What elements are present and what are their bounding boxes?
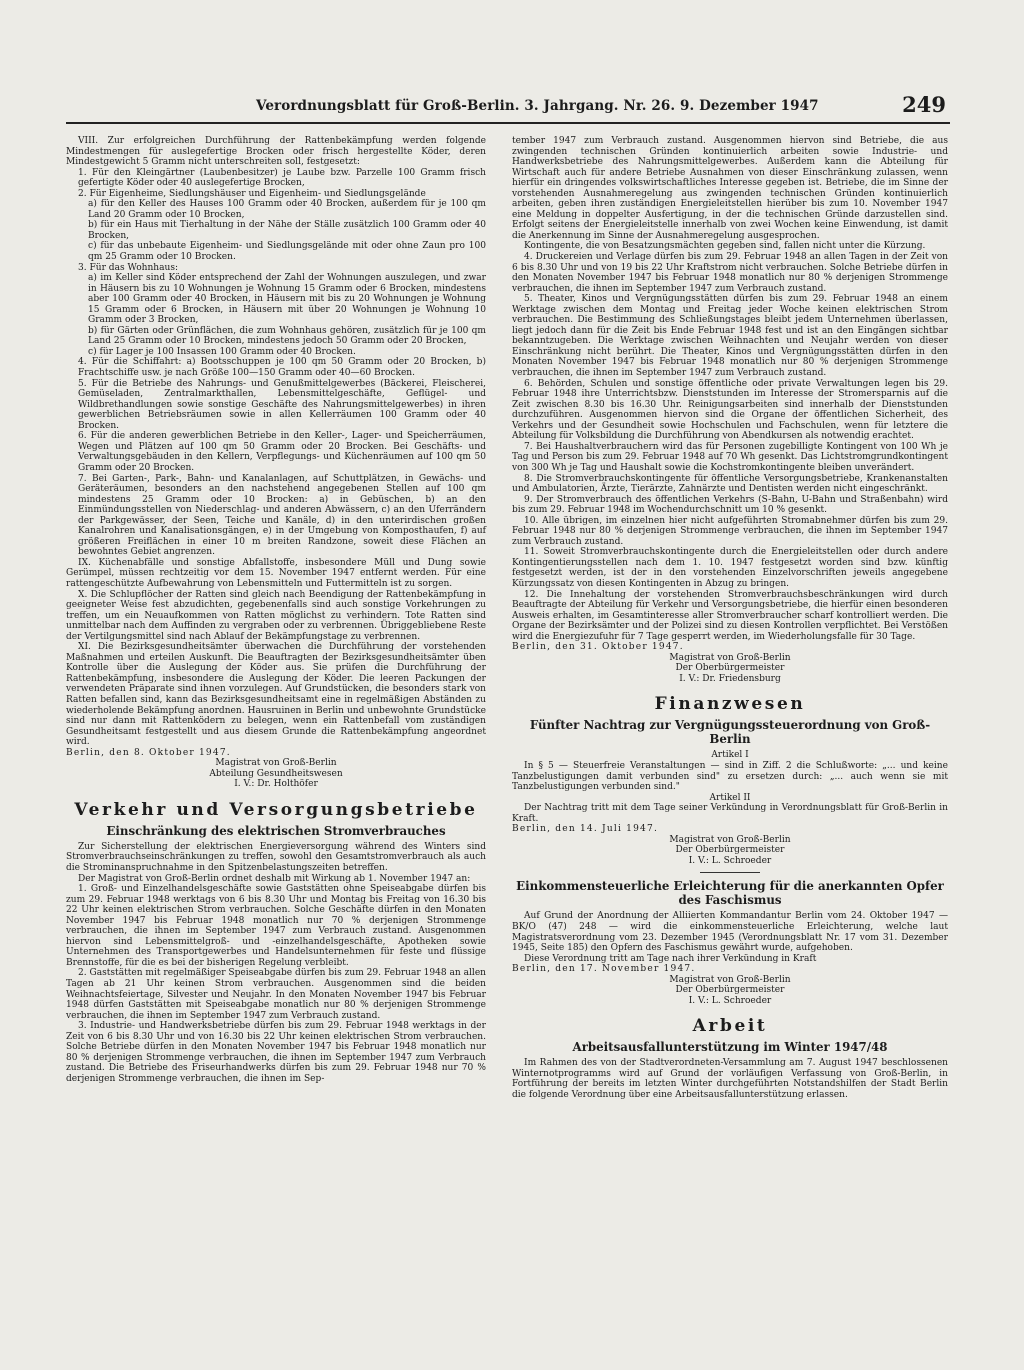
paragraph: Im Rahmen des von der Stadtverordneten-Versammlung am 7. August 1947 beschlossenen Winternotprogramms wird auf Grund der vorläufigen Verfassung von Groß-Berlin, in Fortführung der bereits im letzten Winter durchgeführten Notstandshilfen der Stadt Berlin die folgende Verordnung über eine Arbeitsausfallunterstützung erlassen.: [512, 1058, 948, 1101]
section-subtitle: Arbeitsausfallunterstützung im Winter 1947/48: [572, 1040, 888, 1055]
signature-line: Magistrat von Groß-Berlin: [215, 758, 337, 769]
list-item: a) im Keller sind Köder entsprechend der Zahl der Wohnungen auszulegen, und zwar in Häusern bis zu 10 Wohnungen je Wohnung 15 Gramm oder 6 Brocken, mindestens aber 100 Gramm oder 40 Brocken, in Häusern mit bis zu 20 Wohnungen je Wohnung 15 Gramm oder 6 Brocken, in Häusern mit über 20 Wohnungen je Wohnung 10 Gramm oder 3 Brocken,: [88, 273, 486, 326]
running-header: [66, 92, 950, 124]
paragraph: VIII. Zur erfolgreichen Durchführung der Rattenbekämpfung werden folgende Mindestmengen für auslegefertige Brocken oder frisch hergestellte Köder, deren Mindestgewicht 5 Gramm nicht unterschreiten soll, festgesetzt:: [66, 136, 486, 168]
signature-line: Magistrat von Groß-Berlin: [669, 974, 791, 985]
paragraph: Diese Verordnung tritt am Tage nach ihrer Verkündung in Kraft: [524, 953, 817, 964]
list-item: 6. Für die anderen gewerblichen Betriebe in den Keller-, Lager- und Speicherräumen, Wegen und Plätzen auf 100 qm 50 Gramm oder 20 Brocken. Bei Geschäfts- und Verwaltungsgebäuden in den Kellern, Verpflegungs- und Küchenräumen auf 100 qm 50 Gramm oder 20 Brocken.: [78, 431, 486, 473]
list-item: 2. Für Eigenheime, Siedlungshäuser und Eigenheim- und Siedlungsgelände: [78, 188, 426, 199]
article-heading: Artikel I: [711, 750, 749, 761]
paragraph: Der Nachtrag tritt mit dem Tage seiner Verkündung in Verordnungsblatt für Groß-Berlin in Kraft.: [512, 803, 948, 824]
paragraph: X. Die Schlupflöcher der Ratten sind gleich nach Beendigung der Rattenbekämpfung in geeigneter Weise fest abzudichten, gegebenenfalls sind auch sonstige Vorkehrungen zu treffen, um ein Neuaufkommen von Ratten möglichst zu verhindern. Tote Ratten sind unmittelbar nach dem Auffinden zu vergraben oder zu verbrennen. Übriggebliebene Reste der Vertilgungsmittel sind nach Ablauf der Bekämpfungstage zu verbrennen.: [66, 589, 486, 642]
place-date: Berlin, den 31. Oktober 1947.: [512, 642, 684, 653]
page-number: 249: [902, 92, 946, 117]
list-item: c) für das unbebaute Eigenheim- und Siedlungsgelände mit oder ohne Zaun pro 100 qm 25 Gramm oder 10 Brocken.: [88, 241, 486, 263]
paragraph: 5. Theater, Kinos und Vergnügungsstätten dürfen bis zum 29. Februar 1948 an einem Werktage zwischen dem Montag und Freitag jeder Woche keinen elektrischen Strom verbrauchen. Die Bestimmung des Schließungstages bleibt jedem Unternehmen überlassen, liegt jedoch dann für die Zeit bis Ende Februar 1948 fest und ist an den Eingängen sichtbar bekanntzugeben. Die Werktage zwischen Weihnachten und Neujahr werden von dieser Einschränkung nicht berührt. Die Theater, Kinos und Vergnügungsstätten dürfen in den Monaten November 1947 bis Februar 1948 monatlich nur 80 % derjenigen Strommenge verbrauchen, die ihnen im September 1947 zum Verbrauch zustand.: [512, 294, 948, 379]
paragraph: 8. Die Stromverbrauchskontingente für öffentliche Versorgungsbetriebe, Krankenanstalten und Ambulatorien, Ärzte, Tierärzte, Zahnärzte und Dentisten werden nicht eingeschränkt.: [512, 473, 948, 495]
signature-line: Der Oberbürgermeister: [675, 845, 785, 856]
place-date: Berlin, den 14. Juli 1947.: [512, 824, 659, 835]
list-item: 1. Für den Kleingärtner (Laubenbesitzer) je Laube bzw. Parzelle 100 Gramm frisch gefertigte Köder oder 40 auslegefertige Brocken,: [78, 167, 486, 189]
paragraph: tember 1947 zum Verbrauch zustand. Ausgenommen hiervon sind Betriebe, die aus zwingenden technischen Gründen kontinuierlich arbeiten sowie Industrie- und Handwerksbetriebe des Nahrungsmittelgewerbes. Außerdem kann die Abteilung für Wirtschaft auch für andere Betriebe Ausnahmen von dieser Einschränkung zulassen, wenn hierfür ein dringendes volkswirtschaftliches Interesse gegeben ist. Betriebe, die im Sinne der vorstehenden Ausnahmeregelung aus zwingenden technischen Gründen kontinuierlich arbeiten, geben ihren zuständigen Energieleitstellen hierüber bis zum 10. November 1947 eine Meldung in doppelter Ausfertigung, in der die technischen Gründe darzustellen sind. Erfolgt seitens der Energieleitstelle innerhalb von zwei Wochen keine Einwendung, ist damit die Anerkennung im Sinne der Ausnahmeregelung ausgesprochen.: [512, 136, 948, 241]
place-date: Berlin, den 8. Oktober 1947.: [66, 747, 231, 758]
paragraph: 2. Gaststätten mit regelmäßiger Speiseabgabe dürfen bis zum 29. Februar 1948 an allen Tagen ab 21 Uhr keinen Strom verbrauchen. Ausgenommen sind die beiden Weihnachtsfeiertage, Silvester und Neujahr. In den Monaten November 1947 bis Februar 1948 dürfen Gaststätten mit Speiseabgabe monatlich nur 80 % derjenigen Strommenge verbrauchen, die ihnen im September 1947 zum Verbrauch zustand.: [66, 968, 486, 1021]
section-subtitle: Einschränkung des elektrischen Stromverbrauches: [106, 823, 446, 838]
paragraph: Der Magistrat von Groß-Berlin ordnet deshalb mit Wirkung ab 1. November 1947 an:: [78, 873, 471, 884]
signature-line: I. V.: L. Schroeder: [688, 995, 772, 1006]
signature-line: I. V.: Dr. Holthöfer: [234, 779, 318, 790]
paragraph: In § 5 — Steuerfreie Veranstaltungen — sind in Ziff. 2 die Schlußworte: „... und keine Tanzbelustigungen damit verbunden sind" zu ersetzen durch: „... auch wenn sie mit Tanzbelustigungen verbunden sind.": [512, 760, 948, 793]
paragraph: 11. Soweit Stromverbrauchskontingente durch die Energieleitstellen oder durch andere Kontingentierungsstellen nach dem 1. 10. 1947 festgesetzt worden sind bzw. künftig festgesetzt werden, ist der in den vorstehenden Einzelvorschriften jeweils angegebene Kürzungssatz von diesen Kontingenten in Abzug zu bringen.: [512, 547, 948, 589]
signature-line: Der Oberbürgermeister: [675, 985, 785, 996]
paragraph: 9. Der Stromverbrauch des öffentlichen Verkehrs (S-Bahn, U-Bahn und Straßenbahn) wird bis zum 29. Februar 1948 im Wochendurchschnitt um 10 % gesenkt.: [512, 494, 948, 516]
article-heading: Artikel II: [709, 792, 751, 803]
section-subtitle: Einkommensteuerliche Erleichterung für die anerkannten Opfer des Faschismus: [516, 879, 944, 908]
header-title: Verordnungsblatt für Groß-Berlin. 3. Jahrgang. Nr. 26. 9. Dezember 1947: [256, 98, 819, 114]
paragraph: 7. Bei Haushaltverbrauchern wird das für Personen zugebilligte Kontingent von 100 Wh je Tag und Person bis zum 29. Februar 1948 auf 70 Wh gesenkt. Das Lichtstromgrundkontingent von 300 Wh je Tag und Haushalt sowie die Kochstromkontingente bleiben unverändert.: [512, 441, 948, 473]
place-date: Berlin, den 17. November 1947.: [512, 964, 696, 975]
left-column: [66, 136, 486, 1084]
right-column: [512, 136, 948, 1101]
signature-line: I. V.: L. Schroeder: [688, 855, 772, 866]
paragraph: Zur Sicherstellung der elektrischen Energieversorgung während des Winters sind Stromverbrauchseinschränkungen zu treffen, sowohl den Gesamtstromverbrauch als auch die Strominanspruchnahme in den Spitzenbelastungszeiten betreffen.: [66, 841, 486, 873]
paragraph: 1. Groß- und Einzelhandelsgeschäfte sowie Gaststätten ohne Speiseabgabe dürfen bis zum 29. Februar 1948 werktags von 6 bis 8.30 Uhr und Montag bis Freitag von 16.30 bis 22 Uhr keinen elektrischen Strom verbrauchen. Solche Geschäfte dürfen in den Monaten November 1947 bis Februar 1948 monatlich nur 70 % derjenigen Strommenge verbrauchen, die ihnen im September 1947 zum Verbrauch zustand. Ausgenommen hiervon sind Lebensmittelgroß- und -einzelhandelsgeschäfte, Apotheken sowie Unternehmen des Transportgewerbes und Handelsunternehmen für feste und flüssige Brennstoffe, für die es bei der bisherigen Regelung verbleibt.: [66, 884, 486, 968]
list-item: c) für Lager je 100 Insassen 100 Gramm oder 40 Brocken.: [88, 346, 356, 357]
signature-line: Der Oberbürgermeister: [675, 663, 785, 674]
list-item: 4. Für die Schiffahrt: a) Bootsschuppen je 100 qm 50 Gramm oder 20 Brocken, b) Frachtschiffe usw. je nach Größe 100—150 Gramm oder 40—60 Brocken.: [78, 357, 486, 379]
section-title: Verkehr und Versorgungsbetriebe: [74, 799, 478, 820]
list-item: 5. Für die Betriebe des Nahrungs- und Genußmittelgewerbes (Bäckerei, Fleischerei, Gemüseladen, Zentralmarkthallen, Lebensmittelgeschäfte, Geflügel- und Wildbrethandlungen sowie sonstige Geschäfte des Nahrungsmittelgewerbes) in ihren gewerblichen Betriebsräumen sowie in allen Kellerräumen 100 Gramm oder 40 Brocken.: [78, 378, 486, 431]
paragraph: XI. Die Bezirksgesundheitsämter überwachen die Durchführung der vorstehenden Maßnahmen und erteilen Auskunft. Die Beauftragten der Bezirksgesundheitsämter üben Kontrolle über die Auslegung der Köder aus. Sie prüfen die Durchführung der Rattenbekämpfung, insbesondere die Auslegung der Köder. Die leeren Packungen der verwendeten Präparate sind ihnen vorzulegen. Auf Grundstücken, die besonders stark von Ratten befallen sind, kann das Bezirksgesundheitsamt eine in regelmäßigen Abständen zu wiederholende Bekämpfung anordnen. Hausruinen in Berlin und unbewohnte Grundstücke sind nur dann mit Rattenködern zu belegen, wenn ein Rattenbefall vom zuständigen Gesundheitsamt festgestellt und aus diesem Grunde die Rattenbekämpfung angeordnet wird.: [66, 642, 486, 748]
list-item: b) für Gärten oder Grünflächen, die zum Wohnhaus gehören, zusätzlich für je 100 qm Land 25 Gramm oder 10 Brocken, mindestens jedoch 50 Gramm oder 20 Brocken,: [88, 325, 486, 347]
list-item: 7. Bei Garten-, Park-, Bahn- und Kanalanlagen, auf Schuttplätzen, in Gewächs- und Geräteräumen, besonders an den nachstehend angegebenen Stellen auf 100 qm mindestens 25 Gramm oder 10 Brocken: a) in Gebüschen, b) an den Einmündungsstellen von Niederschlag- und anderen Abwässern, c) an den Uferrändern der Parkgewässer, der Seen, Teiche und Kanäle, d) in den unterirdischen großen Kanalrohren und Kanalisationsgängen, e) in der Umgebung von Komposthaufen, f) auf größeren Freiflächen in einer 10 m breiten Randzone, soweit diese Flächen an bewohntes Gebiet angrenzen.: [78, 473, 486, 558]
section-title: Arbeit: [692, 1016, 768, 1037]
paragraph: 10. Alle übrigen, im einzelnen hier nicht aufgeführten Stromabnehmer dürfen bis zum 29. Februar 1948 nur 80 % derjenigen Strommenge verbrauchen, die ihnen im September 1947 zum Verbrauch zustand.: [512, 515, 948, 547]
signature-line: Magistrat von Groß-Berlin: [669, 652, 791, 663]
signature-line: Abteilung Gesundheitswesen: [209, 768, 343, 779]
list-item: a) für den Keller des Hauses 100 Gramm oder 40 Brocken, außerdem für je 100 qm Land 20 Gramm oder 10 Brocken,: [88, 199, 486, 220]
paragraph: Auf Grund der Anordnung der Alliierten Kommandantur Berlin vom 24. Oktober 1947 — BK/O (47) 248 — wird die einkommensteuerliche Erleichterung, welche laut Magistratsverordnung vom 23. Dezember 1945 (Verordnungsblatt Nr. 17 vom 31. Dezember 1945, Seite 185) den Opfern des Faschismus gewährt wurde, aufgehoben.: [512, 911, 948, 954]
paragraph: 12. Die Innehaltung der vorstehenden Stromverbrauchsbeschränkungen wird durch Beauftragte der Abteilung für Verkehr und Versorgungsbetriebe, die hierfür einen besonderen Ausweis erhalten, im Gesamtinteresse aller Stromverbraucher scharf kontrolliert werden. Die Organe der Bezirksämter und der Polizei sind zu diesen Kontrollen verpflichtet. Bei Verstößen wird die Energiezufuhr für 7 Tage gesperrt werden, im Wiederholungsfalle für 30 Tage.: [512, 589, 948, 642]
paragraph: 3. Industrie- und Handwerksbetriebe dürfen bis zum 29. Februar 1948 werktags in der Zeit von 6 bis 8.30 Uhr und von 16.30 bis 22 Uhr keinen elektrischen Strom verbrauchen. Solche Betriebe dürfen in den Monaten November 1947 bis Februar 1948 monatlich nur 80 % derjenigen Strommenge verbrauchen, die ihnen im September 1947 zum Verbrauch zustand. Die Betriebe des Friseurhandwerks dürfen bis zum 29. Februar 1948 nur 70 % derjenigen Strommenge verbrauchen, die ihnen im Sep-: [66, 1021, 486, 1084]
paragraph: Kontingente, die von Besatzungsmächten gegeben sind, fallen nicht unter die Kürzung.: [524, 241, 926, 252]
section-subtitle: Fünfter Nachtrag zur Vergnügungssteuerordnung von Groß-Berlin: [529, 718, 931, 747]
signature-line: Magistrat von Groß-Berlin: [669, 834, 791, 845]
section-divider: [700, 872, 760, 873]
signature-line: I. V.: Dr. Friedensburg: [679, 673, 781, 684]
list-item: 3. Für das Wohnhaus:: [78, 262, 179, 273]
paragraph: IX. Küchenabfälle und sonstige Abfallstoffe, insbesondere Müll und Dung sowie Gerümpel, müssen rechtzeitig vor dem 15. November 1947 entfernt werden. Für eine rattengeschützte Aufbewahrung von Lebensmitteln und Futtermitteln ist zu sorgen.: [66, 557, 486, 589]
section-title: Finanzwesen: [654, 694, 806, 715]
paragraph: 4. Druckereien und Verlage dürfen bis zum 29. Februar 1948 an allen Tagen in der Zeit von 6 bis 8.30 Uhr und von 19 bis 22 Uhr Kraftstrom nicht verbrauchen. Solche Betriebe dürfen in den Monaten November 1947 bis Februar 1948 monatlich nur 80 % derjenigen Strommenge verbrauchen, die ihnen im September 1947 zum Verbrauch zustand.: [512, 252, 948, 294]
list-item: b) für ein Haus mit Tierhaltung in der Nähe der Ställe zusätzlich 100 Gramm oder 40 Brocken,: [88, 220, 486, 241]
paragraph: 6. Behörden, Schulen und sonstige öffentliche oder private Verwaltungen legen bis 29. Februar 1948 ihre Unterrichtsbzw. Dienststunden im Interesse der Stromersparnis auf die Zeit zwischen 8.30 bis 16.30 Uhr. Reinigungsarbeiten sind innerhalb der Dienststunden durchzuführen. Ausgenommen hiervon sind die Organe der öffentlichen Sicherheit, des Verkehrs und der Gesundheit sowie Hochschulen und Fachschulen, wenn für letztere die Abteilung für Volksbildung die Durchführung von Abendkursen als notwendig erachtet.: [512, 378, 948, 442]
